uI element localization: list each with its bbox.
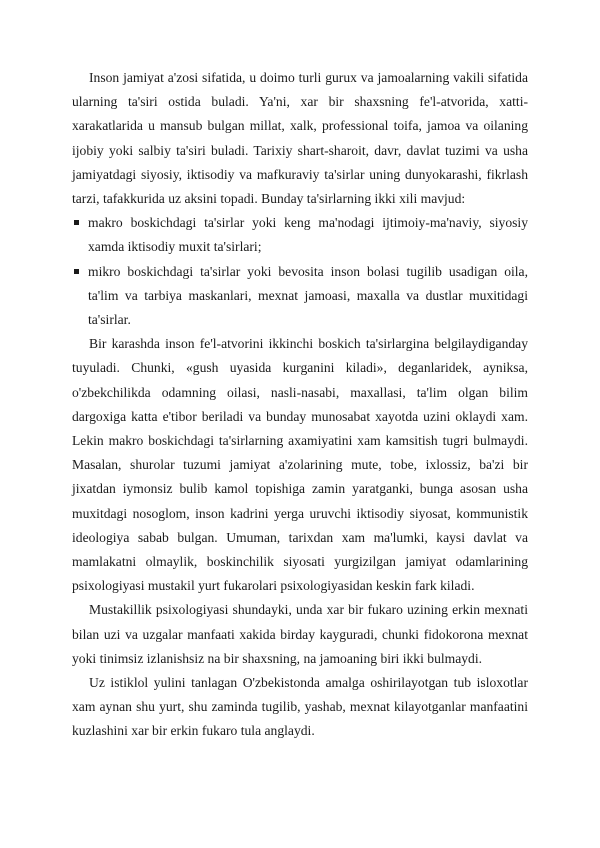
square-bullet-icon — [74, 269, 79, 274]
paragraph-body: Uz istiklol yulini tanlagan O'zbekistonda amalga oshirilayotgan tub isloxotlar xam aynan shu yurt, shu zaminda tugilib, yashab, mexnat kilayotganlar manfaatini kuzlashini xar bir erkin fukaro tula anglaydi. — [72, 675, 528, 739]
list-item — [72, 211, 528, 259]
list-item-text: makro boskichdagi ta'sirlar yoki keng ma'nodagi ijtimoiy-ma'naviy, siyosiy xamda iktisodiy muxit ta'sirlari; — [88, 215, 528, 255]
square-bullet-icon — [74, 220, 79, 225]
paragraph-body: Mustakillik psixologiyasi shundayki, unda xar bir fukaro uzining erkin mexnati bilan uzi va uzgalar manfaati xakida birday kayguradi, chunki fidokorona mexnat yoki tinimsiz izlanishsiz na bir shaxsning, na jamoaning biri ikki bulmaydi. — [72, 602, 528, 666]
paragraph-intro: Inson jamiyat a'zosi sifatida, u doimo turli gurux va jamoalarning vakili sifatida ularning ta'siri ostida buladi. Ya'ni, xar bir shaxsning fe'l-atvorida, xatti-xarakatlarida u mansub bulgan millat, xalk, professional toifa, jamoa va oilaning ijobiy yoki salbiy ta'siri buladi. Tarixiy shart-sharoit, davr, davlat tuzimi va usha jamiyatdagi siyosiy, iktisodiy va mafkuraviy ta'sirlar uning dunyokarashi, fikrlash tarzi, tafakkurida uz aksini topadi. Bunday ta'sirlarning ikki xili mavjud: — [72, 70, 528, 207]
document-page — [72, 66, 528, 744]
paragraph-body: Bir karashda inson fe'l-atvorini ikkinchi boskich ta'sirlargina belgilaydiganday tuyuladi. Chunki, «gush uyasida kurganini kiladi», deganlaridek, ayniksa, o'zbekchilikda odamning oilasi, nasli-nasabi, maxallasi, ta'lim olgan bilim dargoxiga katta e'tibor beriladi va bunday munosabat xayotda uzini oklaydi xam. Lekin makro boskichdagi ta'sirlarning axamiyatini xam kamsitish tugri bulmaydi. Masalan, shurolar tuzumi jamiyat a'zolarining mute, tobe, ixlossiz, ba'zi bir jixatdan iymonsiz bulib kamol topishiga zamin yaratganki, bunga asosan usha muxitdagi nosoglom, inson kadrini yerga uruvchi iktisodiy siyosat, kommunistik ideologiya sabab bulgan. Umuman, tarixdan xam ma'lumki, kaysi davlat va mamlakatni olmaylik, boskinchilik siyosati yurgizilgan jamiyat odamlarining psixologiyasi mustakil yurt fukarolari psixologiyasidan keskin fark kiladi. — [72, 336, 528, 594]
list-item-text: mikro boskichdagi ta'sirlar yoki bevosita inson bolasi tugilib usadigan oila, ta'lim va tarbiya maskanlari, mexnat jamoasi, maxalla va dustlar muxitidagi ta'sirlar. — [88, 263, 528, 328]
influence-list — [72, 211, 528, 332]
list-item — [72, 260, 528, 333]
